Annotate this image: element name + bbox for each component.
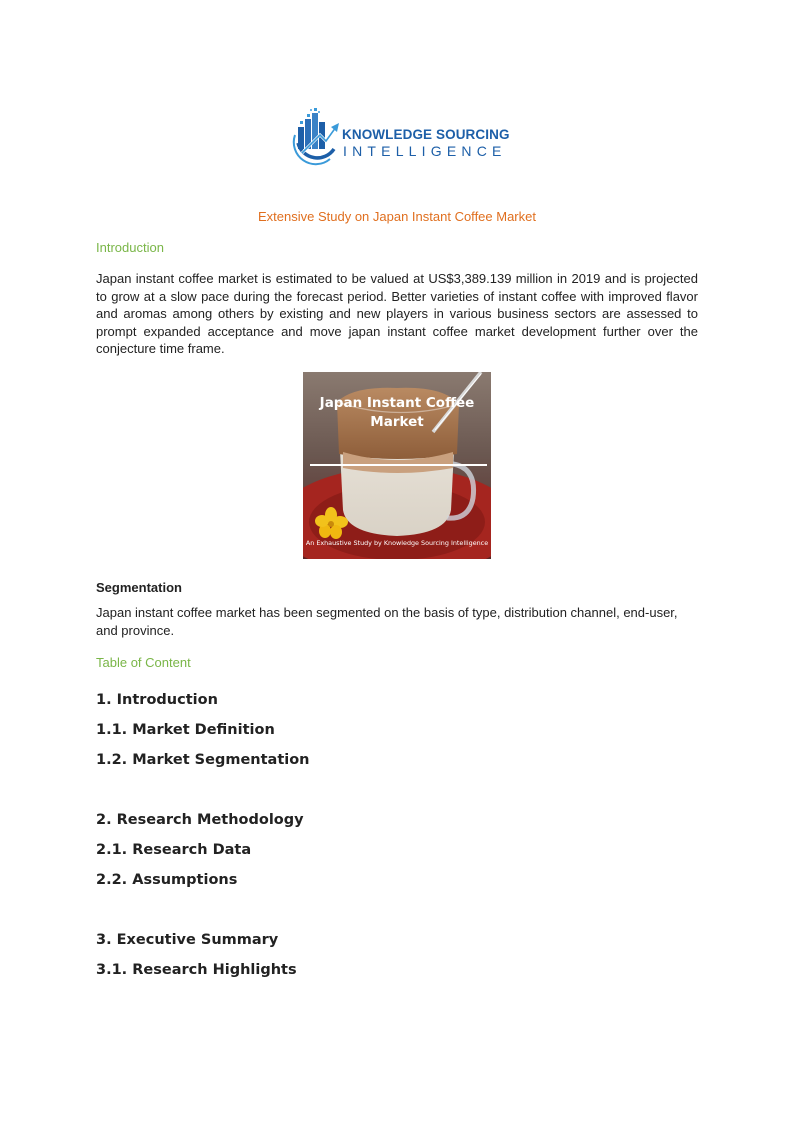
toc-item: 2.2. Assumptions xyxy=(96,872,238,888)
company-logo xyxy=(290,105,510,167)
segmentation-heading: Segmentation xyxy=(96,580,182,595)
toc-item: 2. Research Methodology xyxy=(96,812,304,828)
logo-text-line2: INTELLIGENCE xyxy=(343,143,507,159)
logo-text-line1: KNOWLEDGE SOURCING xyxy=(342,127,510,142)
document-title: Extensive Study on Japan Instant Coffee Market xyxy=(258,209,536,224)
introduction-heading: Introduction xyxy=(96,240,164,255)
cover-image xyxy=(303,372,491,559)
toc-item: 1.2. Market Segmentation xyxy=(96,752,310,768)
toc-item: 2.1. Research Data xyxy=(96,842,252,858)
toc-item: 3. Executive Summary xyxy=(96,932,279,948)
segmentation-paragraph: Japan instant coffee market has been segmented on the basis of type, distribution channel, end-user, and province. xyxy=(96,605,678,638)
introduction-paragraph: Japan instant coffee market is estimated to be valued at US$3,389.139 million in 2019 and is projected to grow at a slow pace during the forecast period. Better varieties of instant coffee with improved flavor and aromas among others by existing and new players in various business sectors are assessed to prompt expanded acceptance and move japan instant coffee market development further over the conjecture time frame. xyxy=(96,271,698,357)
toc-item: 3.1. Research Highlights xyxy=(96,962,297,978)
cover-caption: An Exhaustive Study by Knowledge Sourcing Intelligence xyxy=(305,539,489,547)
toc-item: 1.1. Market Definition xyxy=(96,722,275,738)
toc-item: 1. Introduction xyxy=(96,692,218,708)
bar-chart-arrow-globe-icon xyxy=(290,105,342,167)
cover-title: Japan Instant Coffee Market xyxy=(319,395,475,430)
toc-heading: Table of Content xyxy=(96,655,191,670)
